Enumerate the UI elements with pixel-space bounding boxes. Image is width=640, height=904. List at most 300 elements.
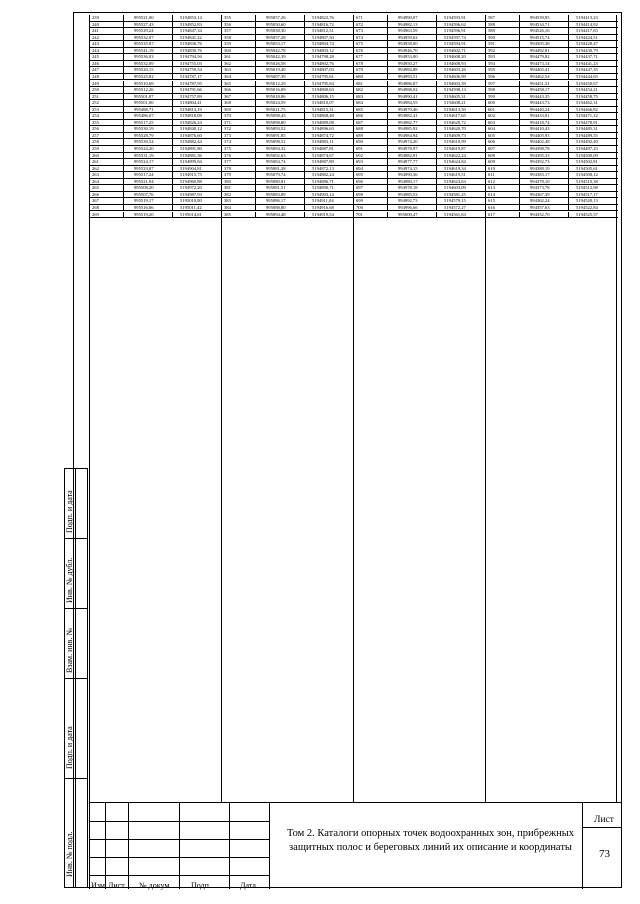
coord-y: 5194561,63 [444, 211, 466, 217]
header-izm: Изм. [91, 881, 107, 890]
coord-x: 995098,80 [266, 119, 286, 125]
coord-x: 995057,26 [266, 15, 286, 20]
point-number: 701 [356, 211, 363, 217]
point-number: 247 [92, 67, 99, 73]
coord-x: 994539,95 [530, 15, 550, 20]
coord-x: 994402,48 [530, 139, 550, 145]
coord-x: 995024,59 [266, 100, 286, 106]
coord-x: 994963,59 [398, 28, 418, 34]
coord-y: 5194836,76 [180, 41, 202, 47]
point-number: 266 [92, 191, 99, 197]
table-row [222, 172, 354, 179]
point-number: 264 [92, 178, 99, 184]
coord-x: 995081,38 [266, 165, 286, 171]
coord-y: 5194603,26 [444, 67, 466, 73]
table-row [222, 205, 354, 212]
coord-y: 5194876,60 [180, 132, 202, 138]
point-number: 374 [224, 139, 231, 145]
coord-y: 5194623,63 [444, 178, 466, 184]
coord-y: 5194911,04 [312, 198, 334, 204]
point-number: 680 [356, 73, 363, 79]
table-row [486, 212, 618, 219]
point-number: 256 [92, 126, 99, 132]
point-number: 368 [224, 100, 231, 106]
coord-y: 5194517,17 [576, 191, 598, 197]
coord-y: 5194759,54 [180, 67, 202, 73]
point-number: 693 [356, 159, 363, 165]
point-number: 678 [356, 60, 363, 66]
coord-x: 994479,82 [530, 54, 550, 60]
point-number: 378 [224, 165, 231, 171]
coord-x: 995093,52 [266, 126, 286, 132]
point-number: 587 [488, 15, 495, 20]
point-number: 617 [488, 211, 495, 217]
point-number: 356 [224, 21, 231, 27]
coord-x: 995528,79 [134, 132, 154, 138]
table-row [486, 107, 618, 114]
coord-y: 5194505,61 [576, 165, 598, 171]
coord-x: 994388,19 [530, 165, 550, 171]
table-row [354, 172, 486, 179]
point-number: 606 [488, 139, 495, 145]
coord-y: 5194919,54 [312, 211, 334, 217]
coord-x: 995532,07 [134, 34, 154, 40]
point-number: 253 [92, 106, 99, 112]
point-number: 249 [92, 80, 99, 86]
point-number: 690 [356, 139, 363, 145]
coord-y: 5194450,67 [576, 80, 598, 86]
coord-y: 5194597,74 [444, 34, 466, 40]
coord-y: 5194802,76 [312, 60, 334, 66]
point-number: 366 [224, 87, 231, 93]
coord-x: 994977,77 [398, 159, 418, 165]
coord-x: 994383,17 [530, 172, 550, 178]
coord-y: 5194840,12 [180, 126, 202, 132]
coord-x: 994492,81 [530, 47, 550, 53]
header-data: Дата [240, 881, 256, 890]
coord-x: 994978,97 [398, 146, 418, 151]
coord-y: 5194492,40 [576, 139, 598, 145]
coord-x: 995539,54 [134, 139, 154, 145]
point-number: 269 [92, 211, 99, 217]
side-label-inv-dubl: Инв. № дубл. [65, 557, 74, 603]
point-number: 371 [224, 119, 231, 125]
coord-x: 994410,43 [530, 126, 550, 132]
coord-y: 5194803,12 [312, 47, 334, 53]
point-number: 258 [92, 139, 99, 145]
point-number: 377 [224, 159, 231, 165]
coord-x: 995092,63 [266, 152, 286, 158]
table-row [486, 74, 618, 81]
coord-y: 5194889,08 [312, 119, 334, 125]
coord-x: 995079,74 [266, 172, 286, 178]
coord-x: 994440,24 [530, 106, 550, 112]
side-label-podp-data-top: Подп. и дата [65, 490, 74, 533]
point-number: 588 [488, 21, 495, 27]
coord-y: 5194619,34 [444, 165, 466, 171]
point-number: 694 [356, 165, 363, 171]
point-number: 598 [488, 87, 495, 93]
point-number: 242 [92, 34, 99, 40]
coord-y: 5194620,70 [444, 126, 466, 132]
table-row [486, 172, 618, 179]
coord-x: 994357,63 [530, 204, 550, 210]
coord-y: 5194841,22 [180, 34, 202, 40]
coord-x: 995512,26 [134, 87, 154, 93]
coord-y: 5194787,95 [180, 80, 202, 86]
coord-y: 5195011,42 [180, 204, 202, 210]
point-number: 700 [356, 204, 363, 210]
table-row [354, 139, 486, 146]
coord-y: 5194812,51 [312, 28, 334, 34]
point-number: 360 [224, 47, 231, 53]
side-cell-podp-data-top [65, 469, 87, 539]
point-number: 592 [488, 47, 495, 53]
point-number: 248 [92, 73, 99, 79]
point-number: 589 [488, 28, 495, 34]
coord-y: 5194810,07 [312, 100, 334, 106]
coord-x: 995018,86 [266, 93, 286, 99]
coord-y: 5194605,31 [444, 93, 466, 99]
table-row [222, 41, 354, 48]
coord-x: 995012,29 [266, 80, 286, 86]
coord-y: 5194520,13 [576, 198, 598, 204]
coord-y: 5194596,62 [444, 21, 466, 27]
coord-y: 5194755,03 [180, 60, 202, 66]
sheet-number: 73 [599, 848, 610, 860]
coord-x: 995094,48 [266, 211, 286, 217]
table-column [221, 15, 353, 802]
coord-y: 5194572,27 [444, 204, 466, 210]
coord-x: 995086,17 [266, 198, 286, 204]
coord-x: 994990,41 [398, 93, 418, 99]
point-number: 246 [92, 60, 99, 66]
point-number: 593 [488, 54, 495, 60]
point-number: 263 [92, 172, 99, 178]
point-number: 688 [356, 126, 363, 132]
coord-y: 5194478,91 [576, 119, 598, 125]
coord-y: 5194437,71 [576, 54, 598, 60]
point-number: 609 [488, 159, 495, 165]
coord-y: 5194972,20 [180, 185, 202, 191]
point-number: 696 [356, 178, 363, 184]
point-number: 367 [224, 93, 231, 99]
point-number: 608 [488, 152, 495, 158]
coord-x: 995517,25 [134, 119, 154, 125]
point-number: 595 [488, 67, 495, 73]
coord-y: 5194525,57 [576, 211, 598, 217]
coord-x: 994367,39 [530, 191, 550, 197]
point-number: 370 [224, 113, 231, 119]
coord-x: 994990,36 [398, 172, 418, 178]
coord-x: 994990,07 [398, 15, 418, 20]
coord-y: 5194791,66 [180, 87, 202, 93]
coord-x: 994405,93 [530, 132, 550, 138]
coord-x: 994974,15 [398, 165, 418, 171]
side-label-podp-data: Подп. и дата [65, 726, 74, 769]
table-row [222, 212, 354, 219]
coord-y: 5194598,13 [444, 87, 466, 93]
coord-y: 5194581,25 [444, 191, 466, 197]
coord-y: 5194853,14 [180, 15, 202, 20]
coord-y: 5194795,61 [312, 73, 334, 79]
coord-x: 995521,00 [134, 15, 154, 20]
point-number: 676 [356, 47, 363, 53]
coord-y: 5194899,84 [180, 159, 202, 165]
coord-x: 994950,27 [398, 60, 418, 66]
table-row [90, 212, 222, 219]
coord-y: 5194823,76 [312, 15, 334, 20]
point-number: 692 [356, 152, 363, 158]
table-row [354, 212, 486, 219]
table-row [90, 74, 222, 81]
point-number: 267 [92, 198, 99, 204]
coord-x: 994433,01 [530, 113, 550, 119]
point-number: 685 [356, 106, 363, 112]
coord-y: 5194891,80 [180, 146, 202, 151]
point-number: 614 [488, 191, 495, 197]
document-title [279, 827, 582, 855]
point-number: 244 [92, 47, 99, 53]
coord-y: 5194424,51 [576, 34, 598, 40]
coord-x: 994980,17 [398, 178, 418, 184]
coord-x: 995521,94 [134, 178, 154, 184]
coord-x: 995541,19 [134, 47, 154, 53]
point-number: 691 [356, 146, 363, 151]
coord-y: 5194606,99 [444, 73, 466, 79]
coordinates-table [89, 15, 617, 802]
point-number: 381 [224, 185, 231, 191]
coord-y: 5194960,88 [180, 178, 202, 184]
coord-y: 5194887,89 [312, 159, 334, 165]
coord-y: 5194454,21 [576, 87, 598, 93]
table-row [354, 107, 486, 114]
side-cell-inv-dubl [65, 539, 87, 609]
point-number: 259 [92, 146, 99, 151]
coord-y: 5194815,31 [312, 106, 334, 112]
point-number: 698 [356, 191, 363, 197]
point-number: 604 [488, 126, 495, 132]
coord-x: 994505,38 [530, 41, 550, 47]
table-row [222, 107, 354, 114]
point-number: 601 [488, 106, 495, 112]
coord-y: 5194804,41 [180, 100, 202, 106]
coord-x: 995519,20 [134, 211, 154, 217]
coord-y: 5194613,50 [444, 106, 466, 112]
coord-y: 5194881,36 [180, 152, 202, 158]
table-row [354, 41, 486, 48]
side-cell-vzam-inv [65, 609, 87, 679]
point-number: 686 [356, 113, 363, 119]
coord-x: 995501,87 [134, 93, 154, 99]
point-number: 674 [356, 34, 363, 40]
coord-x: 994982,91 [398, 152, 418, 158]
coord-x: 995527,43 [134, 21, 154, 27]
point-number: 613 [488, 185, 495, 191]
coord-y: 5194847,34 [180, 28, 202, 34]
coord-y: 5194887,81 [312, 146, 334, 151]
coord-y: 5194617,65 [444, 113, 466, 119]
point-number: 602 [488, 113, 495, 119]
coord-x: 994473,14 [530, 60, 550, 66]
coord-x: 994996,66 [398, 204, 418, 210]
point-number: 241 [92, 28, 99, 34]
point-number: 369 [224, 106, 231, 112]
coord-y: 5194489,55 [576, 132, 598, 138]
coord-x: 994526,16 [530, 28, 550, 34]
table-row [90, 107, 222, 114]
coord-y: 5195014,61 [180, 211, 202, 217]
coord-y: 5194466,82 [576, 106, 598, 112]
document-title-line1: Том 2. Каталоги опорных точек водоохранных зон, прибрежных [286, 828, 575, 839]
title-block [89, 802, 622, 889]
point-number: 671 [356, 15, 363, 20]
point-number: 616 [488, 204, 495, 210]
coord-y: 5194594,91 [444, 41, 466, 47]
point-number: 357 [224, 28, 231, 34]
coord-y: 5194794,94 [180, 54, 202, 60]
coord-x: 994418,74 [530, 119, 550, 125]
coord-x: 994534,71 [530, 21, 550, 27]
coord-x: 994985,92 [398, 126, 418, 132]
point-number: 383 [224, 198, 231, 204]
table-row [486, 139, 618, 146]
coord-x: 994985,53 [398, 191, 418, 197]
table-column [89, 15, 221, 802]
coord-y: 5194806,15 [312, 93, 334, 99]
coord-y: 5194826,24 [180, 119, 202, 125]
table-row [90, 41, 222, 48]
coord-y: 5194603,39 [444, 80, 466, 86]
table-row [222, 74, 354, 81]
coord-y: 5194497,23 [576, 146, 598, 151]
table-row [90, 205, 222, 212]
coord-x: 995007,39 [266, 73, 286, 79]
coord-y: 5194874,67 [312, 152, 334, 158]
coord-y: 5194915,75 [180, 172, 202, 178]
coord-x: 994982,77 [398, 119, 418, 125]
point-number: 682 [356, 87, 363, 93]
point-number: 239 [92, 15, 99, 20]
coord-x: 995083,89 [266, 191, 286, 197]
coord-x: 995531,19 [134, 152, 154, 158]
coord-y: 5194830,76 [180, 47, 202, 53]
coord-x: 995091,85 [266, 132, 286, 138]
point-number: 385 [224, 211, 231, 217]
coord-y: 5194619,87 [444, 146, 466, 151]
coord-y: 5194882,44 [180, 139, 202, 145]
coord-x: 995507,76 [134, 191, 154, 197]
coord-y: 5194620,72 [444, 119, 466, 125]
coord-x: 995524,17 [134, 159, 154, 165]
point-number: 364 [224, 73, 231, 79]
point-number: 607 [488, 146, 495, 151]
point-number: 254 [92, 113, 99, 119]
coord-x: 995517,24 [134, 172, 154, 178]
coord-x: 995519,17 [134, 198, 154, 204]
coord-y: 5194798,28 [312, 54, 334, 60]
document-title-line2: защитных полос и береговых линий их описание и координаты [289, 842, 572, 853]
coord-y: 5194903,14 [312, 191, 334, 197]
coord-x: 995080,81 [266, 178, 286, 184]
coord-x: 994953,00 [398, 54, 418, 60]
coord-x: 995508,20 [134, 185, 154, 191]
coord-x: 994978,18 [398, 185, 418, 191]
coord-y: 5195010,80 [180, 198, 202, 204]
point-number: 358 [224, 34, 231, 40]
coord-x: 994378,10 [530, 178, 550, 184]
side-stamp-panel [64, 468, 88, 888]
coord-y: 5194430,79 [576, 47, 598, 53]
point-number: 257 [92, 132, 99, 138]
coord-y: 5194500,09 [576, 152, 598, 158]
coord-y: 5194596,91 [444, 28, 466, 34]
point-number: 373 [224, 132, 231, 138]
coord-y: 5194610,99 [444, 139, 466, 145]
coord-y: 5194882,24 [312, 172, 334, 178]
side-cell-podp-data [65, 679, 87, 779]
coord-y: 5194795,84 [312, 80, 334, 86]
point-number: 605 [488, 132, 495, 138]
coord-y: 5194441,23 [576, 60, 598, 66]
coord-x: 994946,70 [398, 47, 418, 53]
coord-y: 5194890,71 [312, 185, 334, 191]
point-number: 365 [224, 80, 231, 86]
point-number: 615 [488, 198, 495, 204]
point-number: 687 [356, 119, 363, 125]
coord-x: 995042,78 [266, 47, 286, 53]
coord-y: 5194787,17 [180, 73, 202, 79]
coord-x: 994451,31 [530, 80, 550, 86]
coord-y: 5194757,89 [180, 93, 202, 99]
coord-x: 995000,47 [398, 211, 418, 217]
coord-y: 5194485,31 [576, 126, 598, 132]
coord-y: 5194609,73 [444, 132, 466, 138]
coord-y: 5194608,21 [444, 100, 466, 106]
coord-y: 5194886,71 [312, 178, 334, 184]
point-number: 697 [356, 185, 363, 191]
coord-x: 994984,94 [398, 132, 418, 138]
point-number: 689 [356, 132, 363, 138]
coord-x: 995530,19 [134, 126, 154, 132]
coord-x: 995520,15 [134, 67, 154, 73]
coord-y: 5194800,63 [312, 87, 334, 93]
table-row [90, 172, 222, 179]
coord-x: 995016,09 [266, 87, 286, 93]
point-number: 677 [356, 54, 363, 60]
coord-x: 995050,60 [266, 21, 286, 27]
coord-y: 5194602,71 [444, 47, 466, 53]
point-number: 355 [224, 15, 231, 20]
coord-x: 995510,69 [134, 80, 154, 86]
point-number: 590 [488, 34, 495, 40]
coord-y: 5194619,51 [444, 172, 466, 178]
coord-x: 994465,41 [530, 67, 550, 73]
coord-x: 994982,41 [398, 113, 418, 119]
coord-x: 995019,49 [266, 67, 286, 73]
point-number: 384 [224, 204, 231, 210]
side-label-vzam-inv: Взам. инв. № [65, 627, 74, 673]
coord-x: 995516,06 [134, 204, 154, 210]
point-number: 681 [356, 80, 363, 86]
point-number: 250 [92, 87, 99, 93]
point-number: 262 [92, 165, 99, 171]
coord-y: 5194444,65 [576, 73, 598, 79]
coord-y: 5194608,20 [444, 54, 466, 60]
coord-x: 995098,52 [266, 139, 286, 145]
coord-x: 994984,55 [398, 100, 418, 106]
point-number: 363 [224, 67, 231, 73]
